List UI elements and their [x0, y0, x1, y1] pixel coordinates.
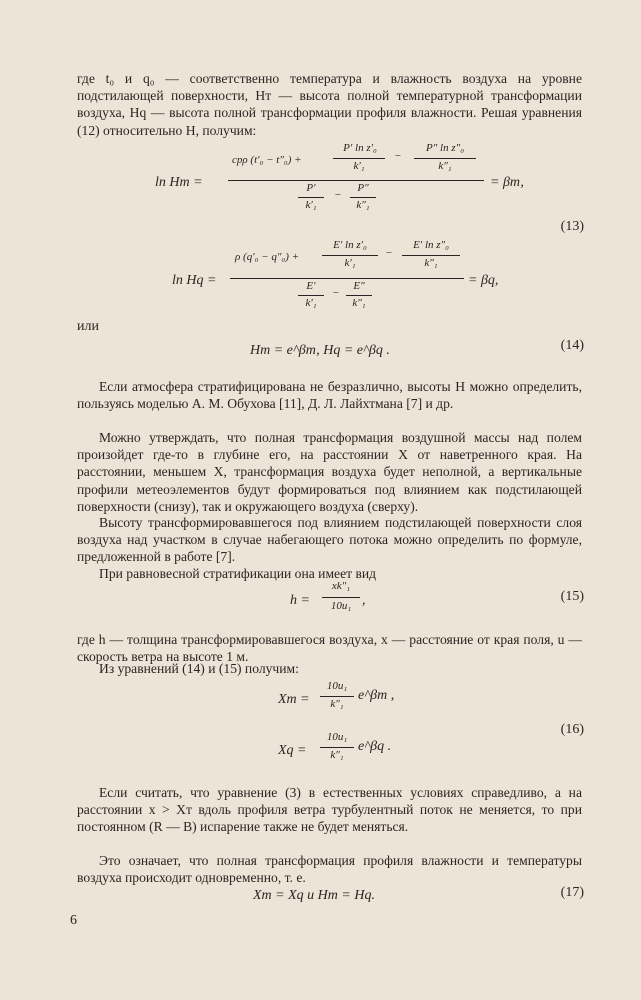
- eq13-lhs2: ln Hq =: [172, 273, 217, 288]
- paragraph-means: Это означает, что полная трансформация профиля влажности и температуры воздуха происходит одновременно, т. е.: [77, 853, 582, 886]
- eq13-den1-c: P″: [357, 182, 369, 194]
- eq13-num1-e: k″₁: [438, 160, 452, 172]
- eq15-lhs: h =: [290, 593, 310, 608]
- eq15-bar: [322, 597, 360, 598]
- eq16-den1: k″₁: [330, 698, 344, 710]
- eq13-den1-b: k′₁: [305, 199, 317, 211]
- eq13-number: (13): [560, 219, 584, 234]
- eq15-num: xk″₁: [331, 580, 351, 592]
- eq13-num2-b: E′ ln z′₀: [333, 239, 367, 251]
- equation-17: Xт = Xq и Hт = Hq.: [253, 888, 375, 903]
- eq13-num2-c: k′₁: [344, 257, 356, 269]
- eq17-number: (17): [560, 885, 584, 900]
- eq13-num1-d: P″ ln z″₀: [425, 142, 465, 154]
- eq15-number: (15): [560, 589, 584, 604]
- eq13-main-bar2: [230, 278, 464, 279]
- eq13-den1-minus: −: [334, 189, 342, 201]
- eq13-num2-a: ρ (q′₀ − q″₀) +: [235, 251, 300, 263]
- paragraph-equilibrium: При равновесной стратификации она имеет вид: [99, 566, 377, 581]
- paragraph-from-equations: Из уравнений (14) и (15) получим:: [99, 661, 299, 676]
- eq13-num2-minus: −: [385, 247, 393, 259]
- word-ili: или: [77, 319, 99, 334]
- eq13-rhs1: = βт,: [490, 175, 524, 190]
- eq13-num1-b: P′ ln z′₀: [343, 142, 377, 154]
- eq13-den1-bar1: [298, 197, 324, 198]
- eq15-tail: ,: [362, 593, 366, 608]
- paragraph-intro: где t₀ и q₀ — соответственно температура и влажность воздуха на уровне подстилающей поверхности, Hт — высота полной температурной трансформации воздуха, Hq — высота полной трансформации профиля влажности. Решая уравнения (12) относительно H, получим:: [77, 71, 582, 138]
- eq16-num2: 10u₁: [326, 731, 348, 743]
- paragraph-transformation: Можно утверждать, что полная трансформация воздушной массы над полем произойдет где-то в глубине его, на расстоянии X от наветренного края. На расстоянии, меньшем X, трансформация воздуха будет неполной, а вертикальные профили метеоэлементов будут формироваться под влиянием как подстилающей поверхности (снизу), так и окружающего воздуха (сверху).: [77, 430, 582, 514]
- eq13-den2-c: E″: [353, 280, 365, 292]
- eq13-num1-a: cpρ (t′₀ − t″₀) +: [232, 154, 302, 166]
- eq16-den2: k″₁: [330, 749, 344, 761]
- paragraph-height: Высоту трансформировавшегося под влиянием подстилающей поверхности слоя воздуха над участком в случае набегающего потока можно определить по формуле, предложенной в работе [7].: [77, 515, 582, 565]
- eq13-num1-c: k′₁: [353, 160, 365, 172]
- eq13-num2-bar2: [402, 255, 460, 256]
- eq13-den2-bar1: [298, 295, 324, 296]
- eq13-den1-d: k″₁: [356, 199, 370, 211]
- eq13-num2-e: k″₁: [424, 257, 438, 269]
- eq13-den1-bar2: [350, 197, 376, 198]
- eq13-den2-b: k′₁: [305, 297, 317, 309]
- eq13-den2-bar2: [346, 295, 372, 296]
- eq13-lhs1: ln Hт =: [155, 175, 203, 190]
- eq13-num1-minus: −: [394, 150, 402, 162]
- paragraph-stratification: Если атмосфера стратифицирована не безразлично, высоты H можно определить, пользуясь моделью А. М. Обухова [11], Д. Л. Лайхтмана [7] и др.: [77, 379, 582, 412]
- eq13-num1-bar1: [333, 158, 385, 159]
- eq13-den1-a: P′: [306, 182, 316, 194]
- eq13-den2-d: k″₁: [352, 297, 366, 309]
- eq13-num1-bar2: [414, 158, 476, 159]
- eq16-rhs1: e^βт ,: [358, 688, 395, 703]
- page-number: 6: [70, 913, 77, 928]
- eq16-bar1: [320, 696, 354, 697]
- eq13-num2-d: E′ ln z″₀: [413, 239, 449, 251]
- equation-14: Hт = e^βт, Hq = e^βq .: [250, 343, 390, 358]
- eq14-number: (14): [560, 338, 584, 353]
- eq16-num1: 10u₁: [326, 680, 348, 692]
- paragraph-where: где h — толщина трансформировавшегося воздуха, x — расстояние от края поля, u — скорость ветра на высоте 1 м.: [77, 632, 582, 665]
- eq13-den2-a: E′: [306, 280, 316, 292]
- eq16-rhs2: e^βq .: [358, 739, 392, 754]
- eq16-lhs2: Xq =: [278, 743, 307, 758]
- eq13-den2-minus: −: [332, 287, 340, 299]
- eq15-den: 10u₁: [330, 600, 352, 612]
- eq13-num2-bar1: [322, 255, 378, 256]
- eq13-main-bar1: [228, 180, 484, 181]
- paragraph-consider: Если считать, что уравнение (3) в естественных условиях справедливо, а на расстоянии x > Xт вдоль профиля ветра турбулентный поток не меняется, то при постоянном (R — B) испарение также не будет меняться.: [77, 785, 582, 835]
- eq13-rhs2: = βq,: [468, 273, 499, 288]
- eq16-number: (16): [560, 722, 584, 737]
- eq16-bar2: [320, 747, 354, 748]
- eq16-lhs1: Xт =: [278, 692, 310, 707]
